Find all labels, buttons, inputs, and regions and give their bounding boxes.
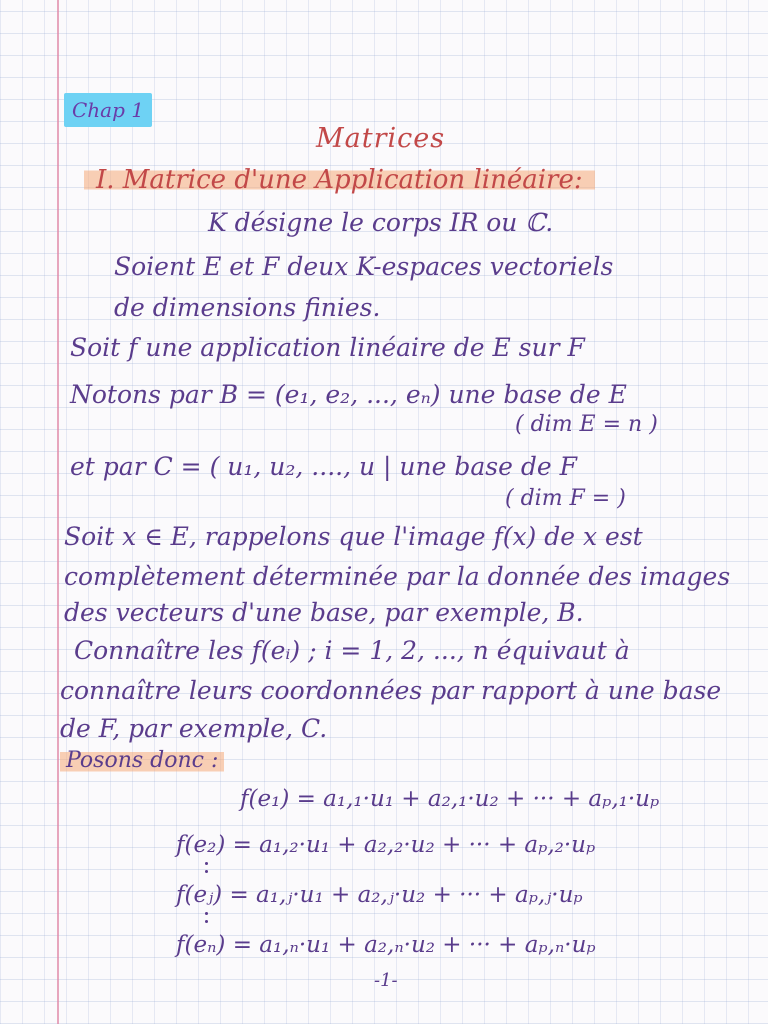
equation-line: f(eⱼ) = a₁,ⱼ·u₁ + a₂,ⱼ·u₂ + ··· + aₚ,ⱼ·uₚ [176,882,583,908]
equation-line: f(e₂) = a₁,₂·u₁ + a₂,₂·u₂ + ··· + aₚ,₂·uₚ [176,832,596,858]
note-line: Connaître les f(eᵢ) ; i = 1, 2, ..., n équivaut à [74,636,630,665]
note-line: Soit f une application linéaire de E sur F [70,333,585,362]
note-line: ( dim E = n ) [515,412,658,437]
note-line: Soient E et F deux K-espaces vectoriels [114,252,614,281]
note-line: Notons par B = (e₁, e₂, ..., eₙ) une base de E [70,380,627,409]
note-line: ( dim F = ) [505,486,626,511]
page-number: -1- [374,970,398,991]
note-line: des vecteurs d'une base, par exemple, B. [64,598,584,627]
section-heading: I. Matrice d'une Application linéaire: [84,165,595,195]
posons-donc-label: Posons donc : [60,746,224,776]
note-line: et par C = ( u₁, u₂, ...., u | une base de F [70,452,577,481]
ellipsis-dot [205,912,208,915]
note-line: Soit x ∈ E, rappelons que l'image f(x) de x est [64,522,643,551]
ellipsis-dot [205,862,208,865]
note-line: de dimensions finies. [114,293,381,322]
ellipsis-dot [205,870,208,873]
note-line: complètement déterminée par la donnée des images [64,562,731,591]
equation-line: f(eₙ) = a₁,ₙ·u₁ + a₂,ₙ·u₂ + ··· + aₚ,ₙ·uₚ [176,932,596,958]
note-line: connaître leurs coordonnées par rapport à une base [60,676,722,705]
page-title: Matrices [316,123,446,154]
note-line: de F, par exemple, C. [60,714,328,743]
chapter-label: Chap 1 [64,93,152,127]
equation-line: f(e₁) = a₁,₁·u₁ + a₂,₁·u₂ + ··· + aₚ,₁·uₚ [240,786,660,812]
ellipsis-dot [205,920,208,923]
note-line: K désigne le corps IR ou ℂ. [208,208,554,237]
